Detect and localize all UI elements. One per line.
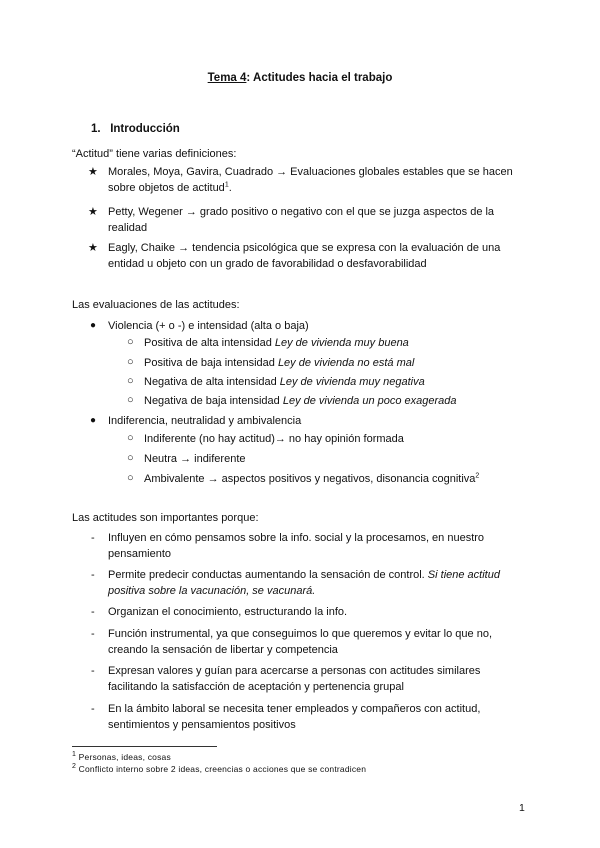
definition-item: Petty, Wegener → grado positivo o negativo con el que se juzga aspectos de la realidad xyxy=(108,206,495,234)
star-icon: ★ xyxy=(88,166,98,178)
importance-item: Organizan el conocimiento, estructurando la info. xyxy=(108,606,348,618)
circle-bullet-icon: ○ xyxy=(127,472,134,484)
footnote-ref: 1 xyxy=(224,181,229,189)
circle-bullet-icon: ○ xyxy=(127,394,134,406)
evaluation-item: Neutra → indiferente xyxy=(144,453,246,465)
importance-item: Influyen en cómo pensamos sobre la info. social y la procesamos, en nuestro pensamiento xyxy=(108,532,485,560)
document-title xyxy=(0,70,600,86)
footnote-divider xyxy=(72,746,217,747)
importance-item: En la ámbito laboral se necesita tener empleados y compañeros con actitud, sentimientos y pensamientos positivos xyxy=(108,703,481,731)
dash-bullet: - xyxy=(91,703,95,715)
dash-bullet: - xyxy=(91,606,95,618)
circle-bullet-icon: ○ xyxy=(127,432,134,444)
evaluation-group-label: Indiferencia, neutralidad y ambivalencia xyxy=(108,415,302,427)
dash-bullet: - xyxy=(91,665,95,677)
evaluation-item: Ambivalente → aspectos positivos y negativos, disonancia cognitiva$^2$ xyxy=(144,472,480,485)
circle-bullet-icon: ○ xyxy=(127,375,134,387)
importance-item: Permite predecir conductas aumentando la sensación de control. Si tiene actitud positiva sobre la vacunación, se vacunará. xyxy=(108,569,500,597)
definition-item: Eagly, Chaike → tendencia psicológica que se expresa con la evaluación de una entidad u objeto con un grado de favorabilidad o desfavorabilidad xyxy=(108,242,501,270)
importance-item: Expresan valores y guían para acercarse a personas con actitudes similares facilitando la satisfacción de aceptación y pertenencia grupal xyxy=(108,665,481,693)
circle-bullet-icon: ○ xyxy=(127,452,134,464)
footnote-2: $^2$ Conflicto interno sobre 2 ideas, creencias o acciones que se contradicen xyxy=(72,763,367,774)
dash-bullet: - xyxy=(91,532,95,544)
bullet-icon: ● xyxy=(90,320,97,331)
intro-text: “Actitud” tiene varias definiciones: xyxy=(72,148,237,160)
importance-heading: Las actitudes son importantes porque: xyxy=(72,512,259,524)
page-number: 1 xyxy=(519,802,525,814)
circle-bullet-icon: ○ xyxy=(127,356,134,368)
footnote-ref: 2 xyxy=(475,472,480,480)
section-heading xyxy=(91,121,180,137)
circle-bullet-icon: ○ xyxy=(127,336,134,348)
dash-bullet: - xyxy=(91,628,95,640)
section-number: 1. xyxy=(91,123,101,135)
evaluation-item: Negativa de alta intensidad Ley de vivienda muy negativa xyxy=(144,376,425,388)
bullet-icon: ● xyxy=(90,415,97,426)
footnote-1: $^1$ Personas, ideas, cosas xyxy=(72,751,171,762)
section-title: Introducción xyxy=(110,123,180,135)
evaluation-item: Positiva de baja intensidad Ley de vivienda no está mal xyxy=(144,357,415,369)
evaluation-item: Positiva de alta intensidad Ley de vivienda muy buena xyxy=(144,337,409,349)
evaluations-heading: Las evaluaciones de las actitudes: xyxy=(72,299,240,311)
evaluation-item: Indiferente (no hay actitud)→ no hay opinión formada xyxy=(144,433,404,445)
definition-item: Morales, Moya, Gavira, Cuadrado → Evaluaciones globales estables que se hacen sobre objetos de actitud$^1$. xyxy=(108,166,513,194)
evaluation-group-label: Violencia (+ o -) e intensidad (alta o baja) xyxy=(108,320,309,332)
evaluation-item: Negativa de baja intensidad Ley de vivienda un poco exagerada xyxy=(144,395,457,407)
title-tema: Tema 4 xyxy=(207,72,247,84)
importance-item: Función instrumental, ya que conseguimos lo que queremos y evitar lo que no, creando la sensación de libertar y competencia xyxy=(108,628,492,656)
title-rest: : Actitudes hacia el trabajo xyxy=(246,72,393,84)
star-icon: ★ xyxy=(88,206,98,218)
dash-bullet: - xyxy=(91,569,95,581)
star-icon: ★ xyxy=(88,242,98,254)
